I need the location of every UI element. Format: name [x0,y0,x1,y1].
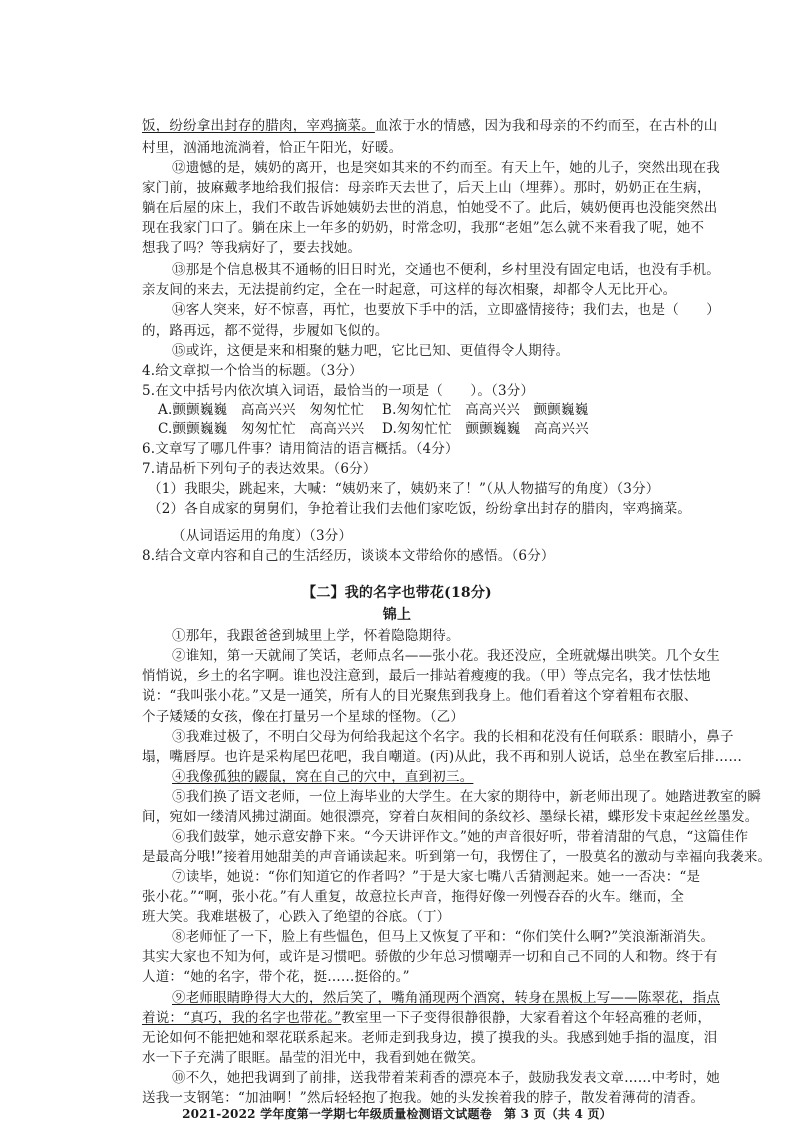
question-7-sub-2-note: （从词语运用的角度）（3分） [172,528,353,544]
text-line: ⑬那是个信息极其不通畅的旧日时光，交通也不便利，乡村里没有固定电话，也没有手机。 [172,262,720,278]
text-line: 间，宛如一缕清风拂过湖面。她很漂亮，穿着白灰相间的条纹衫、墨绿长裙，蝶形发卡束起丝丝墨发。 [142,809,759,825]
text-line: 家门前，披麻戴孝地给我们报信：母亲昨天去世了，后天上山（埋葬）。那时，奶奶正在生病， [142,180,711,196]
question-7: 7.请品析下列句子的表达效果。（6分） [142,461,377,477]
text-line: 张小花。”“啊，张小花。”有人重复，故意拉长声音，拖得好像一列慢吞吞的火车。继而，全 [142,889,685,905]
question-4: 4.给文章拟一个恰当的标题。（3分） [142,363,363,379]
text-line [142,1010,711,1026]
text-line: ⑭客人突来，好不惊喜，再忙，也要放下手中的活，立即盛情接待；我们去，也是（ ） [172,302,720,318]
question-6: 6.文章写了哪几件事？请用简洁的语言概括。（4分） [142,441,459,457]
text-line: 水一下子充满了眼眶。晶莹的泪光中，我看到她在微笑。 [142,1050,485,1066]
option-a: A.颤颤巍巍 高高兴兴 匆匆忙忙 [158,402,365,418]
question-7-sub-1: （1）我眼尖，跳起来，大喊：“姨奶来了，姨奶来了！”（从人物描写的角度）（3分） [148,481,660,497]
underlined-sentence: ④我像孤独的鼹鼠，窝在自己的穴中，直到初三。 [172,769,474,785]
text-line: 的，路再远，都不觉得，步履如飞似的。 [142,323,389,339]
text-line [142,118,717,134]
text-line: 人道：“她的名字，带个花，挺……挺俗的。” [142,969,410,985]
underlined-text: 着说：“真巧，我的名字也带花。” [142,1010,342,1026]
section-title: 【二】我的名字也带花(18分) [302,585,492,601]
underlined-sentence: ⑨老师眼睛睁得大大的，然后笑了，嘴角涌现两个酒窝，转身在黑板上写——陈翠花，指点 [172,990,720,1006]
text-line: 说：“我叫张小花。”又是一通笑，所有人的目光聚焦到我身上。他们看着这个穿着粗布衣服、 [142,688,698,704]
text-line: 悄悄说，乡土的名字啊。谁也没注意到，最后一排站着瘦瘦的我。（甲）等点完名，我才怯怯地 [142,668,711,684]
text-line: 班大笑。我难堪极了，心跌入了绝望的谷底。（丁） [142,909,451,925]
underlined-text: 饭，纷纷拿出封存的腊肉，宰鸡摘菜。 [142,118,375,134]
text-line: 现在我家门口了。躺在床上一年多的奶奶，时常念叨，我那“老姐”怎么就不来看我了呢，她不 [142,220,705,236]
text-line: 个子矮矮的女孩，像在打量另一个星球的怪物。（乙） [142,709,465,725]
text-line: 塌，嘴唇厚。也许是采构尾巴花吧，我自嘲道。(丙)从此，我不再和别人说话，总坐在教室后排…… [142,749,743,765]
question-8: 8.结合文章内容和自己的生活经历，谈谈本文带给你的感悟。（6分） [142,548,555,564]
text-line: 躺在后屋的床上，我们不敢告诉她姨奶去世的消息，怕她受不了。此后，姨奶便再也没能突然出 [142,200,718,216]
text-line: ⑦读毕，她说：“你们知道它的作者吗？”于是大家七嘴八舌猜测起来。她一一否决：“是 [172,869,701,885]
text-line: ⑥我们鼓掌，她示意安静下来。“今天讲评作文。”她的声音很好听，带着清甜的气息，“这篇佳作 [172,829,749,845]
text-line: ②谁知，第一天就闹了笑话，老师点名——张小花。我还没应，全班就爆出哄笑。几个女生 [172,648,720,664]
text-line: 其实大家也不知为何，或许是习惯吧。骄傲的少年总习惯嘲弄一切和自己不同的人和物。终于有 [142,949,718,965]
text-line: ⑮或许，这便是来和相聚的魅力吧，它比已知、更值得令人期待。 [172,343,570,359]
question-5: 5.在文中括号内依次填入词语，最恰当的一项是（ ）。（3分） [142,383,535,399]
text-line: ⑤我们换了语文老师，一位上海毕业的大学生。在大家的期待中，新老师出现了。她踏进教室的瞬 [172,789,762,805]
text-line: ⑫遗憾的是，姨奶的离开，也是突如其来的不约而至。有天上午，她的儿子，突然出现在我 [172,160,720,176]
option-d: D.匆匆忙忙 颤颤巍巍 高高兴兴 [382,421,589,437]
text-line: 亲友间的来去，无法提前约定，全在一时起意，可这样的每次相聚，却都令人无比开心。 [142,282,677,298]
section-author: 锦上 [382,607,412,623]
text-line: ③我难过极了，不明白父母为何给我起这个名字。我的长相和花没有任何联系：眼睛小，鼻子 [172,729,734,745]
text-line: 是最高分哦!”接着用她甜美的声音诵读起来。听到第一句，我愣住了，一股莫名的激动与幸福向我袭来。 [142,849,772,865]
text-span: 血浓于水的情感，因为我和母亲的不约而至，在古朴的山 [374,118,718,134]
text-line: ①那年，我跟爸爸到城里上学，怀着隐隐期待。 [172,628,460,644]
option-c: C.颤颤巍巍 匆匆忙忙 高高兴兴 [158,421,365,437]
text-line: ⑩不久，她把我调到了前排，送我带着茉莉香的漂亮本子，鼓励我发表文章……中考时，她 [172,1070,720,1086]
option-b: B.匆匆忙忙 高高兴兴 颤颤巍巍 [382,402,589,418]
text-line: 无论如何不能把她和翠花联系起来。老师走到我身边，摸了摸我的头。我感到她手指的温度，泪 [142,1030,718,1046]
text-span: 教室里一下子变得很静很静，大家看着这个年轻高雅的老师， [341,1010,712,1026]
text-line: 村里，汹涌地流淌着，恰正午阳光，好暖。 [142,140,403,156]
text-line: 想我了吗？等我病好了，要去找她。 [142,240,362,256]
question-7-sub-2: （2）各自成家的舅舅们，争抢着让我们去他们家吃饭，纷纷拿出封存的腊肉，宰鸡摘菜。 [148,501,692,517]
text-line: 送我一支钢笔：“加油啊！”然后轻轻抱了抱我。她的头发挨着我的脖子，散发着薄荷的清香。 [142,1090,705,1106]
page-footer: 2021-2022 学年度第一学期七年级质量检测语文试题卷 第 3 页（共 4 页） [182,1107,612,1121]
text-line: ⑧老师怔了一下，脸上有些愠色，但马上又恢复了平和：“你们笑什么啊?”笑浪渐渐消失。 [172,929,715,945]
